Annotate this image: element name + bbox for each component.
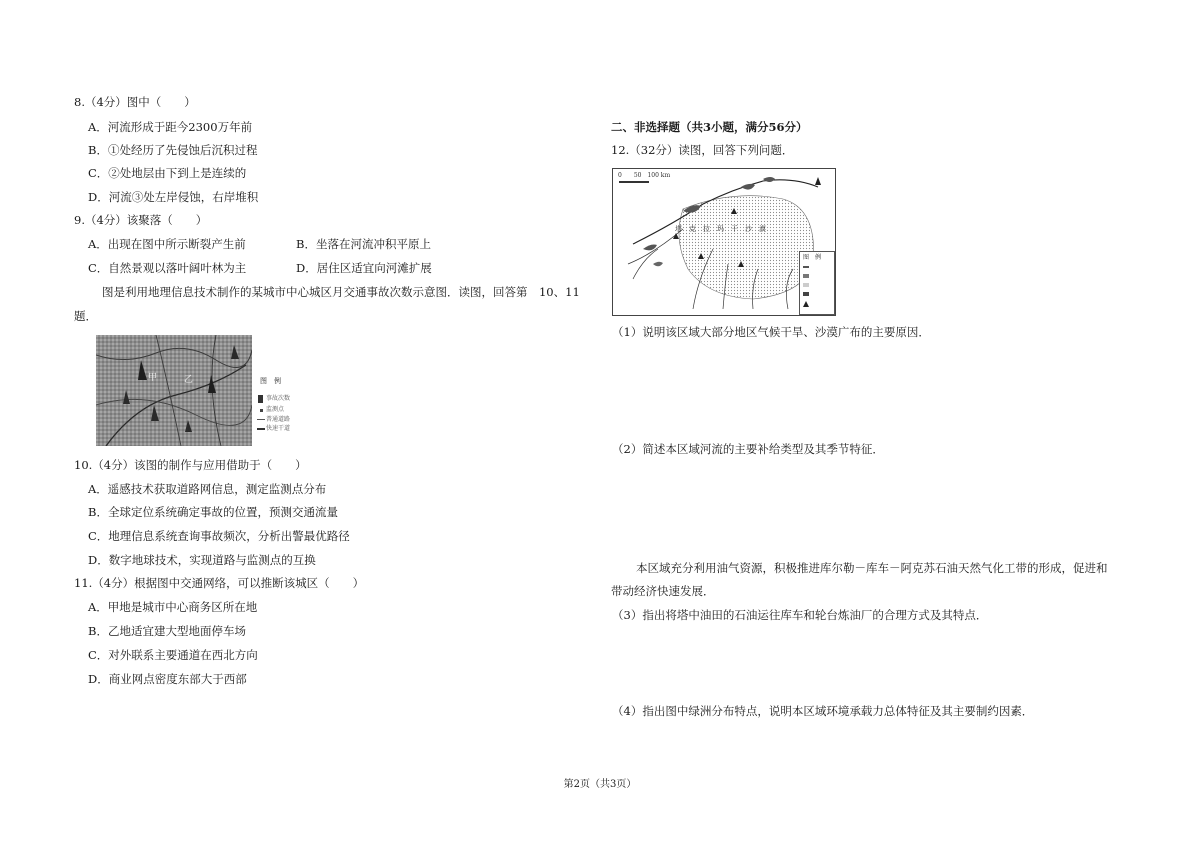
q11-option-c: C．对外联系主要通道在西北方向: [88, 648, 258, 662]
desert-label: 塔 克 拉 玛 干 沙 漠: [675, 225, 766, 233]
q8-option-c: C．②处地层由下到上是连续的: [88, 166, 247, 180]
q10-option-b: B．全球定位系统确定事故的位置，预测交通流量: [88, 505, 338, 519]
expressway-icon: [257, 428, 265, 430]
city-traffic-map: [96, 335, 252, 446]
legend-swatch-1: [803, 266, 809, 268]
q8-option-a: A．河流形成于距今2300万年前: [88, 120, 253, 134]
page-footer: 第2页（共3页）: [563, 779, 637, 790]
region-legend-title: 图 例: [803, 254, 822, 261]
q8-option-b: B．①处经历了先侵蚀后沉积过程: [88, 143, 258, 157]
normal-road-icon: [257, 419, 265, 420]
legend-swatch-4: [803, 292, 809, 296]
label-jia: 甲: [148, 373, 158, 383]
q9-stem: 9.（4分）该聚落（ ）: [74, 213, 208, 227]
label-yi: 乙: [184, 375, 194, 385]
q8-option-d: D．河流③处左岸侵蚀，右岸堆积: [88, 190, 259, 204]
q10-option-c: C．地理信息系统查询事故频次，分析出警最优路径: [88, 529, 350, 543]
legend-title: 图 例: [260, 377, 281, 385]
legend-swatch-2: [803, 274, 809, 278]
q12-stem: 12.（32分）读图，回答下列问题．: [611, 143, 794, 157]
q10-option-d: D．数字地球技术，实现道路与监测点的互换: [88, 553, 316, 567]
monitor-point-icon: [260, 409, 263, 412]
legend-swatch-3: [803, 283, 809, 287]
passage-line-1: 本区域充分利用油气资源，积极推进库尔勒－库车－阿克苏石油天然气化工带的形成，促进和: [636, 561, 1108, 575]
intro-line-1: 图是利用地理信息技术制作的某城市中心城区月交通事故次数示意图．读图，回答第 10、11: [102, 285, 580, 299]
oilfield-icon: [803, 301, 809, 307]
region-map: [612, 168, 836, 316]
passage-line-2: 带动经济快速发展．: [611, 584, 715, 598]
q10-stem: 10.（4分）该图的制作与应用借助于（ ）: [74, 458, 307, 472]
sub-question-3: （3）指出将塔中油田的石油运往库车和轮台炼油厂的合理方式及其特点．: [612, 608, 988, 622]
q10-option-a: A．遥感技术获取道路网信息，测定监测点分布: [88, 482, 327, 496]
region-map-legend: [799, 251, 835, 315]
section-title: 二、非选择题（共3小题，满分56分）: [611, 120, 808, 134]
q9-option-a: A．出现在图中所示断裂产生前: [88, 237, 246, 251]
q11-stem: 11.（4分）根据图中交通网络，可以推断该城区（ ）: [74, 576, 365, 590]
q11-option-b: B．乙地适宜建大型地面停车场: [88, 624, 246, 638]
q9-option-c: C．自然景观以落叶阔叶林为主: [88, 261, 247, 275]
q9-option-b: B．坐落在河流冲积平原上: [296, 237, 431, 251]
q8-stem: 8.（4分）图中（ ）: [74, 95, 196, 109]
map-scale: 0 50 100 km: [618, 172, 671, 179]
q9-option-d: D．居住区适宜向河滩扩展: [296, 261, 432, 275]
sub-question-4: （4）指出图中绿洲分布特点，说明本区域环境承载力总体特征及其主要制约因素．: [612, 704, 1034, 718]
legend-monitor: 监测点: [266, 406, 285, 413]
legend-expressway: 快速干道: [266, 425, 291, 432]
accident-icon: [258, 395, 263, 403]
legend-road: 普通道路: [266, 416, 291, 423]
q11-option-d: D．商业网点密度东部大于西部: [88, 672, 247, 686]
city-traffic-map-graphic: [96, 335, 252, 446]
legend-accident: 事故次数: [266, 395, 291, 402]
city-map-legend: [252, 335, 310, 446]
q11-option-a: A．甲地是城市中心商务区所在地: [88, 600, 258, 614]
sub-question-1: （1）说明该区域大部分地区气候干旱、沙漠广布的主要原因．: [612, 325, 930, 339]
intro-line-2: 题．: [74, 309, 97, 323]
sub-question-2: （2）简述本区域河流的主要补给类型及其季节特征．: [612, 442, 884, 456]
